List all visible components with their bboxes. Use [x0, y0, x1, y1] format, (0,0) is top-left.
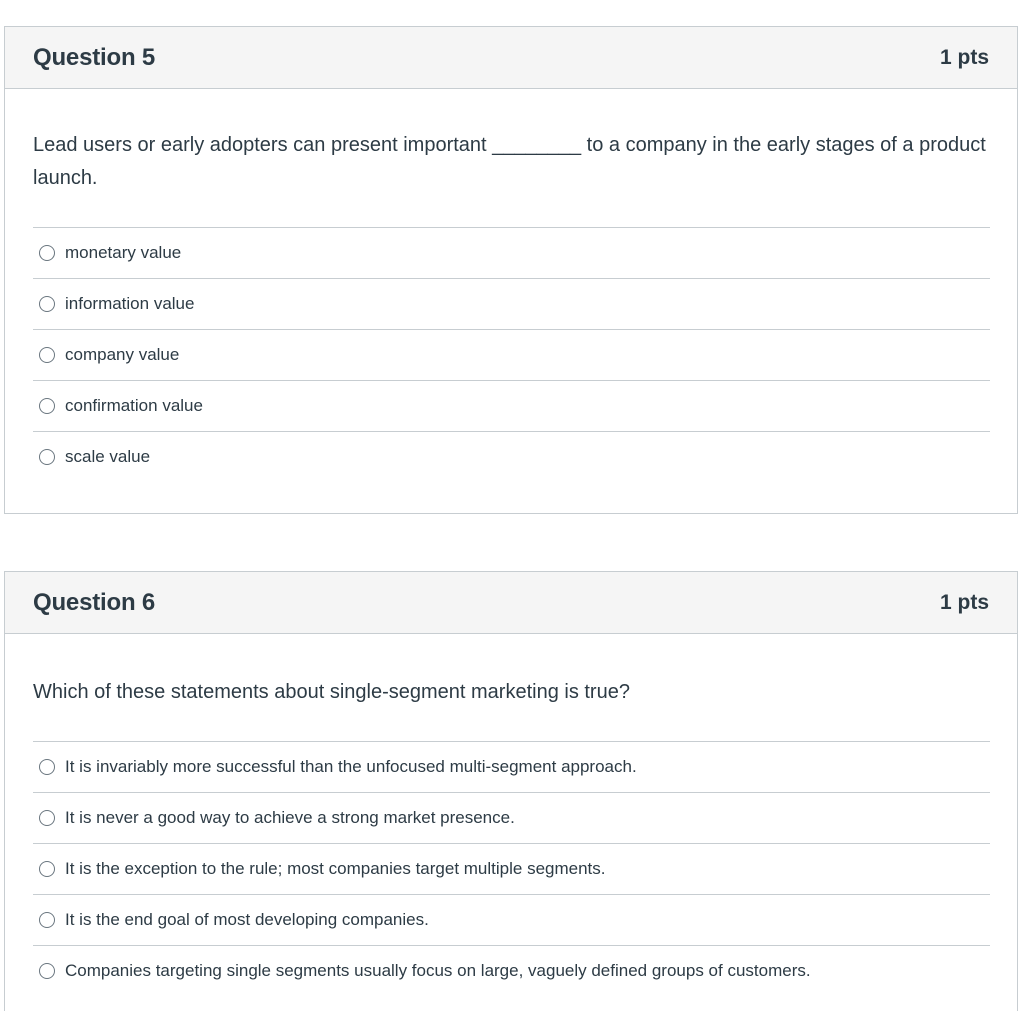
answer-label[interactable]: scale value — [65, 447, 151, 466]
answer-label[interactable]: Companies targeting single segments usually focus on large, vaguely defined groups of customers. — [65, 961, 811, 980]
question-text: Lead users or early adopters can present important ________ to a company in the early stages of a product launch. — [33, 134, 986, 189]
answer-option[interactable] — [33, 894, 990, 945]
answer-option[interactable] — [33, 792, 990, 843]
answer-option[interactable] — [33, 329, 990, 380]
answer-label[interactable]: It is the exception to the rule; most companies target multiple segments. — [65, 859, 606, 878]
answer-label[interactable]: monetary value — [65, 243, 182, 262]
answer-option[interactable] — [33, 227, 990, 278]
answer-list — [33, 227, 990, 482]
question-5 — [4, 26, 1018, 514]
answer-label[interactable]: It is the end goal of most developing companies. — [65, 910, 429, 929]
answer-label[interactable]: It is never a good way to achieve a strong market presence. — [65, 808, 515, 827]
answer-option[interactable] — [33, 945, 990, 996]
answer-option[interactable] — [33, 380, 990, 431]
radio-button[interactable] — [39, 296, 55, 312]
question-header — [5, 27, 1017, 89]
question-body — [5, 89, 1017, 482]
answer-label[interactable]: company value — [65, 345, 180, 364]
answer-option[interactable] — [33, 741, 990, 792]
radio-button[interactable] — [39, 759, 55, 775]
question-title: Question 6 — [33, 588, 156, 616]
question-body — [5, 634, 1017, 996]
radio-button[interactable] — [39, 347, 55, 363]
answer-label[interactable]: It is invariably more successful than the unfocused multi-segment approach. — [65, 757, 637, 776]
radio-button[interactable] — [39, 861, 55, 877]
answer-label[interactable]: confirmation value — [65, 396, 203, 415]
answer-option[interactable] — [33, 431, 990, 482]
answer-option[interactable] — [33, 843, 990, 894]
radio-button[interactable] — [39, 810, 55, 826]
radio-button[interactable] — [39, 912, 55, 928]
question-title: Question 5 — [33, 43, 156, 71]
question-6 — [4, 571, 1018, 1011]
question-points: 1 pts — [939, 590, 989, 614]
answer-option[interactable] — [33, 278, 990, 329]
radio-button[interactable] — [39, 398, 55, 414]
radio-button[interactable] — [39, 449, 55, 465]
radio-button[interactable] — [39, 245, 55, 261]
question-text: Which of these statements about single-segment marketing is true? — [33, 681, 630, 703]
question-points: 1 pts — [939, 45, 989, 69]
question-header — [5, 572, 1017, 634]
radio-button[interactable] — [39, 963, 55, 979]
answer-label[interactable]: information value — [65, 294, 195, 313]
answer-list — [33, 741, 990, 996]
